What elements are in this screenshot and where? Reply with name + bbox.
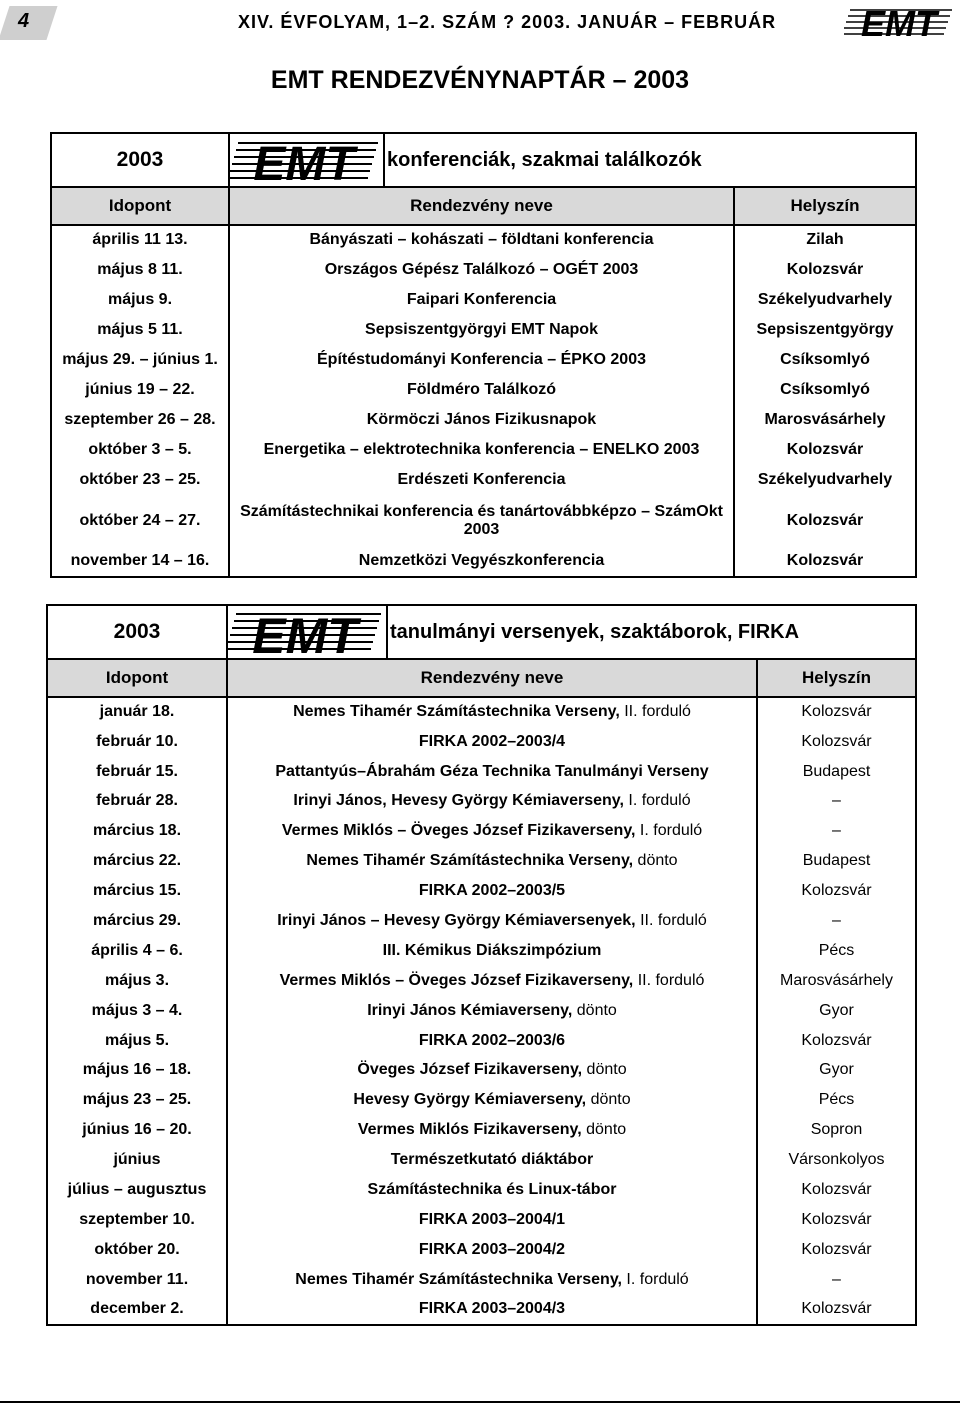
event-name xyxy=(229,285,734,315)
competitions-year: 2003 xyxy=(47,605,227,659)
event-name xyxy=(229,375,734,405)
event-name-text: FIRKA 2002–2003/6 xyxy=(418,1031,566,1049)
event-round: II. forduló xyxy=(619,703,691,721)
event-date: május 3. xyxy=(47,966,227,996)
emt-logo xyxy=(228,606,383,658)
event-round: dönto xyxy=(582,1061,627,1079)
event-place: Marosvásárhely xyxy=(734,405,916,435)
table-row xyxy=(51,465,916,495)
event-place: Kolozsvár xyxy=(757,876,916,906)
event-name-text: Erdészeti Konferencia xyxy=(397,470,566,488)
event-date: szeptember 10. xyxy=(47,1205,227,1235)
event-name xyxy=(227,1026,757,1056)
table-row xyxy=(47,996,916,1026)
event-date: május 8 11. xyxy=(51,255,229,285)
conferences-year: 2003 xyxy=(51,133,229,187)
table-row xyxy=(47,1175,916,1205)
table-row xyxy=(51,495,916,547)
table-row xyxy=(51,285,916,315)
table-row xyxy=(51,225,916,255)
table-row xyxy=(51,315,916,345)
event-round: I. forduló xyxy=(635,822,703,840)
event-name xyxy=(227,906,757,936)
column-place: Helyszín xyxy=(757,659,916,697)
event-date: május 3 – 4. xyxy=(47,996,227,1026)
column-date: Idopont xyxy=(47,659,227,697)
event-place: – xyxy=(757,1265,916,1295)
event-date: április 4 – 6. xyxy=(47,936,227,966)
event-date: március 15. xyxy=(47,876,227,906)
event-place: – xyxy=(757,787,916,817)
event-name-text: Nemzetközi Vegyészkonferencia xyxy=(358,552,605,570)
event-name xyxy=(227,1235,757,1265)
event-round: dönto xyxy=(586,1091,631,1109)
event-place: Gyor xyxy=(757,1056,916,1086)
event-name xyxy=(227,697,757,727)
event-place: Zilah xyxy=(734,225,916,255)
event-name xyxy=(227,846,757,876)
event-name xyxy=(229,225,734,255)
page-number: 4 xyxy=(18,10,30,32)
event-name-text: FIRKA 2002–2003/5 xyxy=(418,882,566,900)
bottom-rule xyxy=(0,1401,960,1403)
event-name xyxy=(227,966,757,996)
event-name xyxy=(229,547,734,577)
page-header xyxy=(0,0,960,48)
event-name-text: Nemes Tihamér Számítástechnika Verseny, xyxy=(293,703,620,721)
event-name-text: Számítástechnika és Linux-tábor xyxy=(367,1181,617,1198)
event-name-text: Energetika – elektrotechnika konferencia – ENELKO 2003 xyxy=(263,440,700,458)
event-name-text: FIRKA 2003–2004/1 xyxy=(418,1210,566,1228)
emt-logo xyxy=(230,135,380,185)
event-place: Kolozsvár xyxy=(734,255,916,285)
event-place: Pécs xyxy=(757,936,916,966)
event-name xyxy=(227,787,757,817)
table-row xyxy=(51,547,916,577)
event-date: február 28. xyxy=(47,787,227,817)
table-row xyxy=(47,1026,916,1056)
competitions-column-header xyxy=(47,659,916,697)
event-name-text: Nemes Tihamér Számítástechnika Verseny, xyxy=(306,852,634,870)
table-row xyxy=(51,405,916,435)
event-round: dönto xyxy=(633,852,678,870)
emt-logo xyxy=(844,2,954,42)
event-name-text: Vermes Miklós Fizikaverseny, xyxy=(357,1121,582,1139)
event-name xyxy=(229,465,734,495)
event-place: Kolozsvár xyxy=(757,1205,916,1235)
issue-line: XIV. ÉVFOLYAM, 1–2. SZÁM ? 2003. JANUÁR – FEBRUÁR xyxy=(238,12,777,32)
event-round: II. forduló xyxy=(633,971,705,989)
event-date: április 11 13. xyxy=(51,225,229,255)
event-name xyxy=(227,936,757,966)
table-row xyxy=(47,906,916,936)
event-place: Székelyudvarhely xyxy=(734,465,916,495)
table-row xyxy=(47,757,916,787)
event-date: június 16 – 20. xyxy=(47,1115,227,1145)
event-place: Kolozsvár xyxy=(734,495,916,547)
event-date: május 5. xyxy=(47,1026,227,1056)
event-name xyxy=(229,435,734,465)
svg-text:EMT: EMT xyxy=(861,3,937,42)
event-place: Kolozsvár xyxy=(757,727,916,757)
event-name xyxy=(229,495,734,547)
event-name xyxy=(227,757,757,787)
table-row xyxy=(47,1295,916,1325)
event-date: március 18. xyxy=(47,817,227,847)
event-name xyxy=(227,1086,757,1116)
event-place: Kolozsvár xyxy=(757,697,916,727)
event-name-text: FIRKA 2003–2004/2 xyxy=(418,1240,566,1258)
event-round: dönto xyxy=(572,1001,617,1019)
event-date: február 15. xyxy=(47,757,227,787)
competitions-logo xyxy=(227,605,387,659)
event-place: Kolozsvár xyxy=(757,1235,916,1265)
event-place: Kolozsvár xyxy=(757,1026,916,1056)
conferences-logo xyxy=(229,133,384,187)
event-name xyxy=(229,345,734,375)
event-date: október 24 – 27. xyxy=(51,495,229,547)
event-place: Székelyudvarhely xyxy=(734,285,916,315)
table-row xyxy=(47,787,916,817)
event-date: október 23 – 25. xyxy=(51,465,229,495)
event-place: Kolozsvár xyxy=(734,547,916,577)
event-name-text: Nemes Tihamér Számítástechnika Verseny, xyxy=(295,1270,622,1288)
conferences-header xyxy=(51,133,916,187)
event-name-text: Számítástechnikai konferencia és tanártovábbképzo – SzámOkt 2003 xyxy=(240,502,723,538)
event-date: május 9. xyxy=(51,285,229,315)
event-name-text: Országos Gépész Találkozó – OGÉT 2003 xyxy=(324,260,639,278)
column-event: Rendezvény neve xyxy=(229,187,734,225)
event-name xyxy=(227,1265,757,1295)
event-place: – xyxy=(757,906,916,936)
table-row xyxy=(51,375,916,405)
event-name xyxy=(227,1115,757,1145)
event-date: január 18. xyxy=(47,697,227,727)
event-name-text: Körmöczi János Fizikusnapok xyxy=(366,410,597,428)
event-name xyxy=(227,1145,757,1175)
table-row xyxy=(47,1235,916,1265)
event-place: Kolozsvár xyxy=(757,1295,916,1325)
event-place: Vársonkolyos xyxy=(757,1145,916,1175)
event-name-text: Irinyi János Kémiaverseny, xyxy=(367,1001,573,1019)
table-row xyxy=(47,876,916,906)
event-place: Sopron xyxy=(757,1115,916,1145)
event-place: Marosvásárhely xyxy=(757,966,916,996)
event-name-text: Földméro Találkozó xyxy=(406,380,557,398)
competitions-table xyxy=(46,604,917,1326)
event-name-text: Pattantyús–Ábrahám Géza Technika Tanulmányi Verseny xyxy=(275,762,709,780)
conferences-table xyxy=(50,132,917,578)
event-name xyxy=(227,1056,757,1086)
event-date: július – augusztus xyxy=(47,1175,227,1205)
event-name-text: Sepsiszentgyörgyi EMT Napok xyxy=(365,320,598,338)
table-row xyxy=(47,1265,916,1295)
event-date: szeptember 26 – 28. xyxy=(51,405,229,435)
event-date: május 5 11. xyxy=(51,315,229,345)
table-row xyxy=(51,345,916,375)
column-event: Rendezvény neve xyxy=(227,659,757,697)
event-name xyxy=(227,996,757,1026)
event-name xyxy=(227,727,757,757)
event-date: október 3 – 5. xyxy=(51,435,229,465)
event-name xyxy=(229,255,734,285)
event-name xyxy=(227,1295,757,1325)
table-row xyxy=(47,846,916,876)
svg-text:EMT: EMT xyxy=(252,608,358,658)
table-row xyxy=(47,697,916,727)
event-place: Gyor xyxy=(757,996,916,1026)
event-date: november 14 – 16. xyxy=(51,547,229,577)
event-date: május 29. – június 1. xyxy=(51,345,229,375)
event-place: – xyxy=(757,817,916,847)
event-place: Budapest xyxy=(757,757,916,787)
event-place: Csíksomlyó xyxy=(734,375,916,405)
table-row xyxy=(47,966,916,996)
event-name xyxy=(227,876,757,906)
event-date: február 10. xyxy=(47,727,227,757)
event-date: június 19 – 22. xyxy=(51,375,229,405)
table-row xyxy=(47,1056,916,1086)
event-name xyxy=(227,1175,757,1205)
table-row xyxy=(47,936,916,966)
event-round: dönto xyxy=(581,1121,627,1139)
event-place: Csíksomlyó xyxy=(734,345,916,375)
event-name-text: Építéstudományi Konferencia – ÉPKO 2003 xyxy=(317,350,646,368)
event-place: Budapest xyxy=(757,846,916,876)
event-name xyxy=(229,315,734,345)
event-name-text: Faipari Konferencia xyxy=(406,290,557,308)
event-name xyxy=(227,1205,757,1235)
page-title: EMT RENDEZVÉNYNAPTÁR – 2003 xyxy=(270,66,690,94)
event-name xyxy=(229,405,734,435)
table-row xyxy=(51,255,916,285)
event-round: I. forduló xyxy=(623,792,691,810)
event-name-text: Természetkutató diáktábor xyxy=(390,1151,594,1169)
table-row xyxy=(47,1086,916,1116)
table-row xyxy=(47,1145,916,1175)
event-date: december 2. xyxy=(47,1295,227,1325)
event-name-text: Öveges József Fizikaverseny, xyxy=(357,1061,583,1079)
event-place: Sepsiszentgyörgy xyxy=(734,315,916,345)
table-row xyxy=(47,727,916,757)
event-date: március 22. xyxy=(47,846,227,876)
table-row xyxy=(47,1115,916,1145)
event-name-text: Bányászati – kohászati – földtani konferencia xyxy=(309,231,654,249)
event-name-text: Vermes Miklós – Öveges József Fizikaverseny, xyxy=(281,822,636,840)
column-place: Helyszín xyxy=(734,187,916,225)
table-row xyxy=(51,435,916,465)
event-name-text: III. Kémikus Diákszimpózium xyxy=(382,941,602,959)
event-round: II. forduló xyxy=(635,911,707,929)
event-name-text: Irinyi János, Hevesy György Kémiaverseny, xyxy=(293,792,624,810)
column-date: Idopont xyxy=(51,187,229,225)
event-name-text: FIRKA 2003–2004/3 xyxy=(418,1300,566,1318)
event-place: Kolozsvár xyxy=(757,1175,916,1205)
event-date: május 23 – 25. xyxy=(47,1086,227,1116)
event-name-text: Vermes Miklós – Öveges József Fizikaverseny, xyxy=(279,971,634,989)
event-date: október 20. xyxy=(47,1235,227,1265)
event-name-text: FIRKA 2002–2003/4 xyxy=(418,732,566,750)
table-row xyxy=(47,1205,916,1235)
event-date: november 11. xyxy=(47,1265,227,1295)
table-row xyxy=(47,817,916,847)
competitions-header xyxy=(47,605,916,659)
svg-text:EMT: EMT xyxy=(253,138,355,185)
competitions-title: tanulmányi versenyek, szaktáborok, FIRKA xyxy=(387,605,916,659)
conferences-column-header xyxy=(51,187,916,225)
conferences-title: konferenciák, szakmai találkozók xyxy=(384,133,916,187)
event-name-text: Hevesy György Kémiaverseny, xyxy=(353,1091,587,1109)
event-name xyxy=(227,817,757,847)
event-place: Kolozsvár xyxy=(734,435,916,465)
event-date: június xyxy=(47,1145,227,1175)
event-name-text: Irinyi János – Hevesy György Kémiaversenyek, xyxy=(277,911,636,929)
event-place: Pécs xyxy=(757,1086,916,1116)
event-date: március 29. xyxy=(47,906,227,936)
event-date: május 16 – 18. xyxy=(47,1056,227,1086)
event-round: I. forduló xyxy=(621,1270,689,1288)
